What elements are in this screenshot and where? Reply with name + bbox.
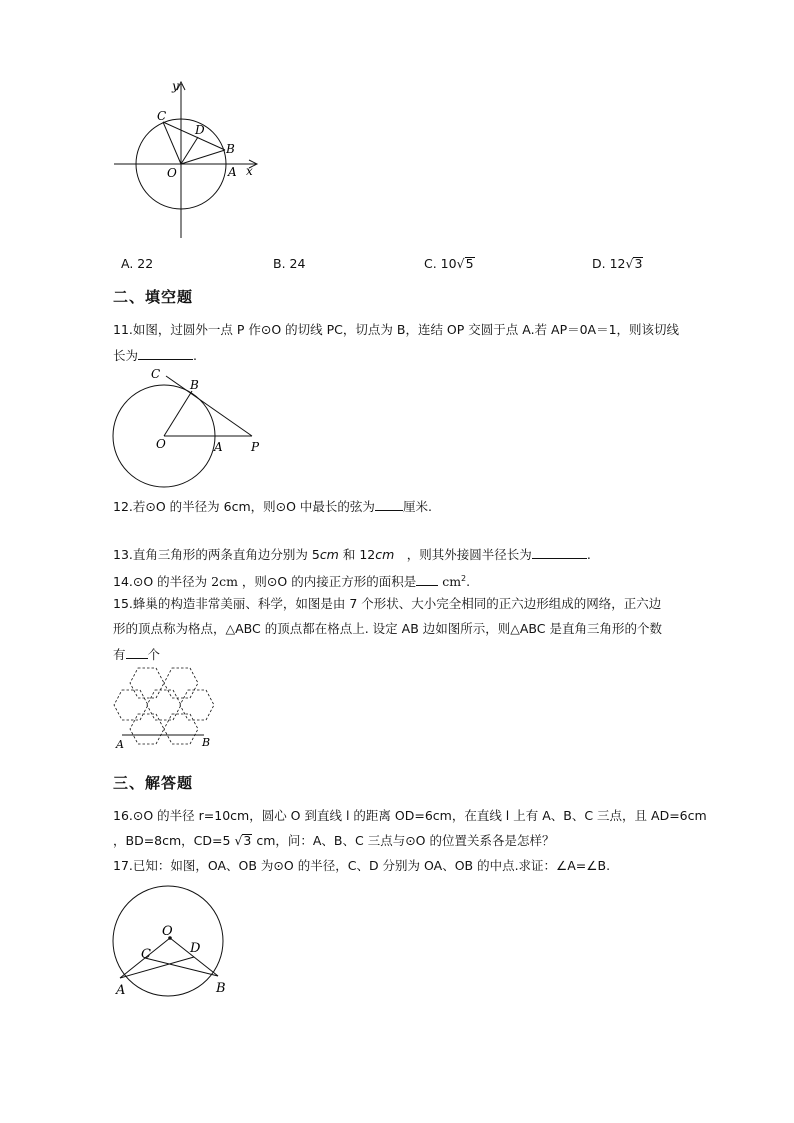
- hexagon-4: [147, 690, 181, 720]
- label-a: A: [116, 983, 126, 998]
- q15-line1: 15.蜂巢的构造非常美丽、科学，如图是由 7 个形状、大小完全相同的正六边形组成的网络，正六边: [113, 596, 662, 611]
- tangent-pc: [166, 376, 252, 436]
- q10-option-c: C. 10√5: [424, 256, 474, 271]
- q13-text-b: 和 12: [338, 547, 376, 562]
- q12-answer-blank[interactable]: [375, 496, 403, 511]
- label-b: B: [202, 736, 211, 749]
- q15-line2: 形的顶点称为格点，△ABC 的顶点都在格点上. 设定 AB 边如图所示，则△ABC 是直角三角形的个数: [113, 621, 662, 636]
- label-o: O: [162, 924, 173, 939]
- q12-text-b: 厘米.: [402, 499, 432, 514]
- label-o: O: [167, 166, 177, 180]
- label-p: P: [251, 440, 260, 454]
- label-c: C: [141, 947, 151, 962]
- q15-text-a: 有: [113, 647, 126, 662]
- q16-text-b: cm，问：A、B、C 三点与⊙O 的位置关系各是怎样？: [252, 833, 555, 848]
- q13-unit-2: cm: [375, 547, 395, 562]
- q17-line1: 17.已知：如图，OA、OB 为⊙O 的半径，C、D 分别为 OA、OB 的中点.求证：∠A=∠B.: [113, 858, 611, 873]
- circle-o: [113, 886, 223, 996]
- q13-answer-blank[interactable]: [532, 544, 587, 559]
- q14-text-c: ，则⊙O 的内接正方形的面积是: [237, 574, 417, 590]
- q16-radicand: 3: [243, 833, 252, 848]
- segment-oc: [163, 122, 181, 164]
- q11-figure: [108, 362, 268, 490]
- q14: [113, 569, 470, 592]
- label-d: D: [195, 123, 205, 137]
- label-c: C: [151, 367, 161, 381]
- q14-answer-blank[interactable]: [416, 571, 438, 586]
- label-d: D: [190, 941, 201, 956]
- label-b: B: [226, 142, 235, 156]
- hexagon-3: [114, 690, 148, 720]
- q10-option-a: A. 22: [121, 256, 154, 271]
- q10-option-d-radicand: 3: [634, 256, 643, 271]
- label-o: O: [156, 437, 166, 451]
- q13-text-d: .: [586, 547, 591, 562]
- label-b: B: [190, 378, 199, 392]
- q13: [113, 544, 591, 565]
- q10-option-d-prefix: D. 12: [592, 256, 626, 271]
- label-a: A: [228, 165, 237, 179]
- q10-option-c-radicand: 5: [465, 256, 474, 271]
- q14-unit: cm: [438, 574, 462, 590]
- q16-line2: ，BD=8cm，CD=5 √3 cm，问：A、B、C 三点与⊙O 的位置关系各是怎样？: [113, 833, 555, 848]
- q13-text-c: ，则其外接圆半径长为: [394, 547, 532, 562]
- section3-title: 三、解答题: [113, 774, 194, 792]
- label-c: C: [157, 109, 167, 123]
- q16-line1: 16.⊙O 的半径 r=10cm，圆心 O 到直线 l 的距离 OD=6cm，在直线 l 上有 A、B、C 三点，且 AD=6cm: [113, 808, 707, 823]
- q16-text-a: ，BD=8cm，CD=5: [113, 833, 235, 848]
- q11-line1: 11.如图，过圆外一点 P 作⊙O 的切线 PC，切点为 B，连结 OP 交圆于点 A.若 AP＝0A＝1，则该切线: [113, 322, 680, 337]
- q13-text-a: 13.直角三角形的两条直角边分别为 5: [113, 547, 320, 562]
- q14-unit-exp: 2: [461, 574, 467, 583]
- q10-figure: [108, 78, 268, 243]
- q14-text-a: 14.⊙O 的半径为: [113, 574, 212, 590]
- label-a: A: [116, 738, 124, 751]
- q10-option-c-prefix: C. 10: [424, 256, 457, 271]
- label-x: x: [246, 164, 253, 178]
- segment-ob: [164, 391, 192, 436]
- q15-answer-blank[interactable]: [126, 644, 148, 659]
- q10-option-d: D. 12√3: [592, 256, 643, 271]
- label-y: y: [172, 79, 179, 93]
- label-a: A: [214, 440, 223, 454]
- q15-line3: [113, 644, 160, 665]
- hexagon-6: [130, 714, 164, 744]
- q15-honeycomb-figure: [108, 664, 228, 754]
- segment-od: [181, 137, 198, 164]
- hexagon-1: [130, 668, 164, 698]
- q14-radius: 2cm: [211, 574, 238, 590]
- q17-figure: [108, 880, 248, 1002]
- q12-text-a: 12.若⊙O 的半径为 6cm，则⊙O 中最长的弦为: [113, 499, 375, 514]
- q11-text-b: .: [193, 348, 197, 363]
- q13-unit-1: cm: [319, 547, 339, 562]
- q10-option-b: B. 24: [273, 256, 306, 271]
- section2-title: 二、填空题: [113, 288, 194, 306]
- label-b: B: [216, 981, 226, 996]
- hexagon-2: [164, 668, 198, 698]
- q12: [113, 496, 432, 517]
- hexagon-5: [180, 690, 214, 720]
- q15-text-b: 个: [147, 647, 161, 662]
- hexagon-7: [164, 714, 198, 744]
- q11-text-a: 长为: [113, 348, 139, 363]
- q14-text-f: .: [466, 574, 471, 590]
- q11-answer-blank[interactable]: [138, 345, 193, 360]
- segment-ob: [181, 150, 225, 164]
